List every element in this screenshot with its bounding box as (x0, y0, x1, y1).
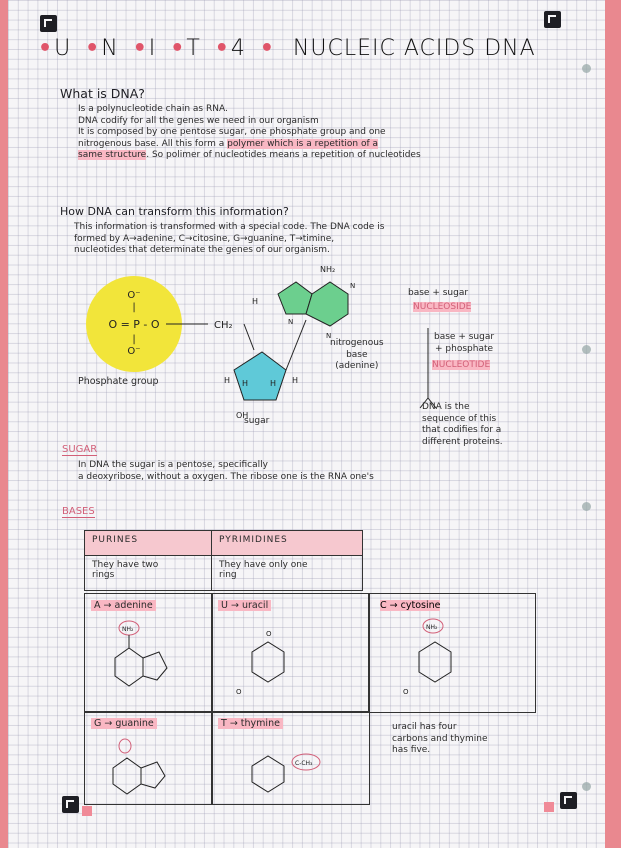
base-sugar-label: base + sugar (408, 288, 469, 298)
svg-text:NH₂: NH₂ (122, 626, 134, 633)
paragraph-dna: Is a polynucleotide chain as RNA. DNA codify for all the genes we need in our organism It is composed by one pentose sugar, one phosphate group and one nitrogenous base. All this form a polymer which is a repetition of a same structure. So polimer of nucleotides means a repetition of nucleotides (78, 104, 421, 161)
corner-mark-icon (62, 796, 79, 813)
nucleoside-label: NUCLEOSIDE (413, 302, 472, 312)
paragraph-code: This information is transformed with a special code. The DNA code is formed by A→adenine, C→citosine, G→guanine, T→timine, nucleotides that determinate the genes of our organism. (74, 222, 385, 256)
svg-text:N: N (326, 332, 332, 340)
bases-table (84, 530, 363, 591)
svg-text:NH₂: NH₂ (320, 265, 336, 274)
svg-text:O⁻: O⁻ (127, 346, 141, 357)
nitrogenous-base-label: nitrogenous base (adenine) (330, 338, 384, 372)
base-sugar-phosphate-label: base + sugar + phosphate (434, 332, 495, 354)
svg-text:|: | (132, 334, 136, 345)
pyrimidines-header: PYRIMIDINES (212, 531, 363, 556)
pink-square-icon (544, 802, 554, 812)
svg-text:|: | (132, 302, 136, 313)
svg-text:H: H (292, 376, 299, 385)
svg-text:O⁻: O⁻ (127, 290, 141, 301)
section-heading: What is DNA? (60, 86, 145, 101)
svg-text:OH: OH (236, 411, 249, 420)
phosphate-label: Phosphate group (78, 376, 159, 387)
cytosine-structure (389, 618, 509, 708)
adenine-label: A → adenine (91, 600, 156, 611)
corner-mark-icon (40, 15, 57, 32)
pyrimidines-description: They have only one ring (212, 556, 363, 591)
svg-text:O = P - O: O = P - O (108, 318, 160, 331)
binder-hole-icon (582, 782, 591, 791)
svg-text:NH₂: NH₂ (426, 624, 438, 631)
svg-text:N: N (288, 318, 294, 326)
thymine-cell (211, 711, 370, 805)
thymine-label: T → thymine (218, 718, 283, 729)
svg-text:N: N (350, 282, 356, 290)
purines-description: They have two rings (85, 556, 212, 591)
uracil-thymine-note: uracil has four carbons and thymine has five. (392, 722, 488, 756)
nucleotide-label: NUCLEOTIDE (432, 360, 491, 370)
adenine-cell (84, 593, 213, 713)
svg-text:H: H (270, 379, 277, 388)
notebook-page (8, 0, 605, 848)
sugar-heading: SUGAR (62, 444, 98, 455)
corner-mark-icon (544, 11, 561, 28)
svg-text:O: O (266, 630, 272, 638)
base-ring-large (306, 282, 348, 326)
dna-sequence-note: DNA is the sequence of this that codifies for a different proteins. (422, 402, 503, 447)
base-ring-small (278, 282, 312, 314)
purines-header: PURINES (85, 531, 212, 556)
paragraph-sugar: In DNA the sugar is a pentose, specifically a deoxyribose, without a oxygen. The ribose one is the RNA one's (78, 460, 374, 482)
cytosine-label: C → cytosine (380, 600, 441, 611)
binder-hole-icon (582, 345, 591, 354)
page-title: •U •N •I •T •4 • NUCLEIC ACIDS DNA (38, 36, 536, 61)
adenine-structure (85, 618, 205, 708)
svg-text:H: H (252, 297, 259, 306)
binder-hole-icon (582, 64, 591, 73)
sugar-label: sugar (244, 416, 270, 426)
cytosine-cell (368, 593, 536, 713)
svg-text:C-CH₃: C-CH₃ (295, 760, 313, 767)
pink-square-icon (82, 806, 92, 816)
binder-hole-icon (582, 502, 591, 511)
guanine-cell (84, 711, 213, 805)
sugar-ring (234, 352, 286, 400)
svg-text:O: O (236, 688, 242, 696)
corner-mark-icon (560, 792, 577, 809)
uracil-structure (222, 618, 342, 708)
uracil-cell (211, 593, 370, 713)
section-heading: How DNA can transform this information? (60, 205, 289, 218)
svg-text:O: O (403, 688, 409, 696)
svg-text:H: H (242, 379, 249, 388)
guanine-structure (85, 732, 205, 802)
uracil-label: U → uracil (218, 600, 271, 611)
guanine-label: G → guanine (91, 718, 157, 729)
thymine-structure (222, 732, 362, 802)
svg-text:H: H (224, 376, 231, 385)
bases-heading: BASES (62, 506, 95, 517)
svg-text:CH₂: CH₂ (214, 320, 233, 331)
